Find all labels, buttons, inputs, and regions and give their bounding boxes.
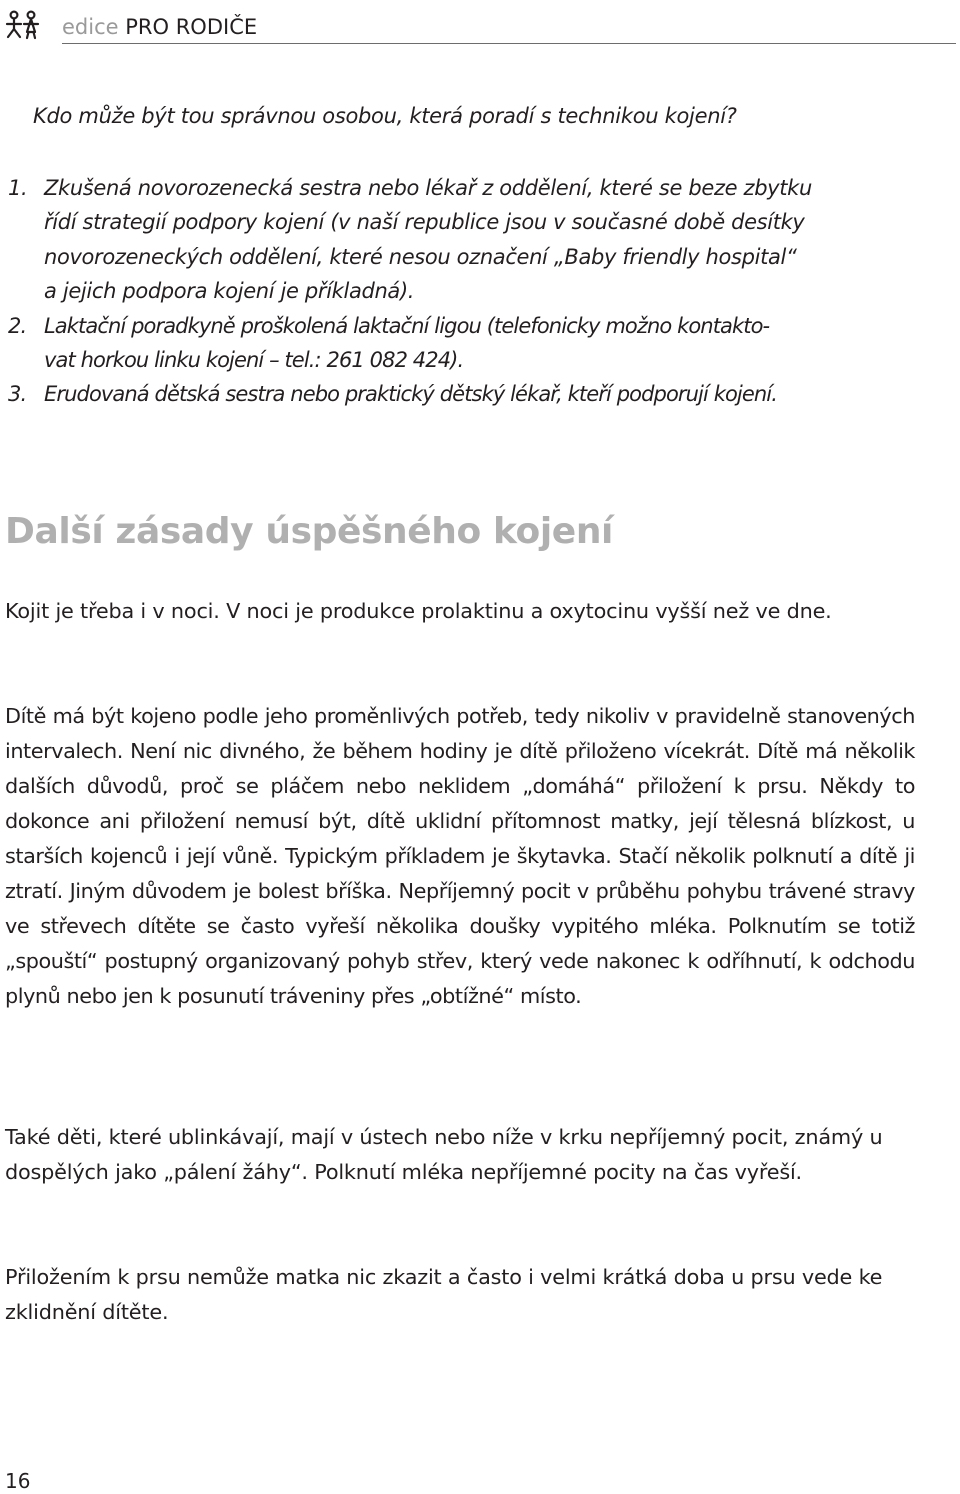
list-number: 2.	[8, 313, 27, 338]
list-line: vat horkou linku kojení – tel.: 261 082 424).	[44, 348, 464, 373]
section-question: Kdo může být tou správnou osobou, která poradí s technikou kojení?	[33, 104, 737, 128]
paragraph-calming: Přiložením k prsu nemůže matka nic zkazit a často i velmi krátká doba u prsu vede ke zklidnění dítěte.	[5, 1265, 883, 1324]
list-line: novorozeneckých oddělení, které nesou označení „Baby friendly hospital“	[44, 244, 797, 269]
header-divider	[62, 43, 956, 44]
children-figures-icon	[4, 10, 44, 40]
list-item	[0, 309, 932, 378]
paragraph-night-feeding: Kojit je třeba i v noci. V noci je produkce prolaktinu a oxytocinu vyšší než ve dne.	[5, 599, 832, 623]
list-item	[0, 171, 932, 309]
list-line: Laktační poradkyně proškolená laktační ligou (telefonicky možno kontakto-	[44, 313, 770, 338]
list-line: Erudovaná dětská sestra nebo praktický dětský lékař, kteří podporují kojení.	[44, 382, 777, 407]
list-number: 1.	[8, 176, 28, 200]
paragraph-on-demand: Dítě má být kojeno podle jeho proměnlivých potřeb, tedy nikoliv v pravidelně stanovených intervalech. Není nic divného, že během hodiny je dítě přiloženo vícekrát. Dítě má několik dalších důvodů, proč se pláčem nebo neklidem „domáhá“ přiložení k prsu. Někdy to dokonce ani přiložení nemusí být, dítě uklidní přítomnost matky, její tělesná blízkost, u starších kojenců i její vůně. Typickým příkladem je škytavka. Stačí několik polknutí a dítě ji ztratí. Jiným důvodem je bolest bříška. Nepříjemný pocit v průběhu pohybu trávené stravy ve střevech dítěte se často vyřeší několika doušky vypitého mléka. Polknutím se totiž „spouští“ postupný organizovaný pohyb střev, který vede nakonec k odříhnutí, k odchodu plynů nebo jen k posunutí tráveniny přes „obtížné“ místo.	[5, 704, 915, 1008]
series-name: PRO RODIČE	[125, 15, 258, 39]
paragraph-reflux: Také děti, které ublinkávají, mají v ústech nebo níže v krku nepříjemný pocit, známý u dospělých jako „pálení žáhy“. Polknutí mléka nepříjemné pocity na čas vyřeší.	[5, 1125, 883, 1184]
list-line: Zkušená novorozenecká sestra nebo lékař z oddělení, které se beze zbytku	[44, 176, 812, 200]
section-heading: Další zásady úspěšného kojení	[5, 511, 613, 552]
list-line: řídí strategií podpory kojení (v naší republice jsou v současné době desítky	[44, 210, 805, 235]
page-header	[0, 0, 960, 46]
list-line: a jejich podpora kojení je příkladná).	[44, 279, 415, 304]
list-item	[0, 377, 932, 411]
series-prefix: edice	[62, 15, 119, 39]
series-title	[62, 13, 257, 41]
page-number: 16	[5, 1469, 31, 1493]
advisor-list	[0, 171, 960, 412]
list-number: 3.	[8, 382, 27, 407]
